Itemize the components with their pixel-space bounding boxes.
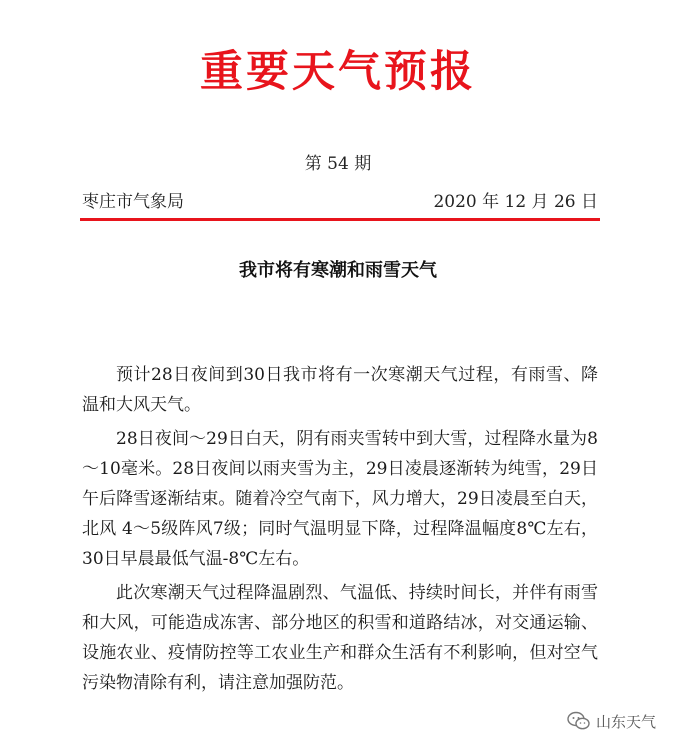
article-body bbox=[82, 360, 598, 702]
issue-date: 2020 年 12 月 26 日 bbox=[433, 192, 598, 212]
wechat-icon bbox=[567, 711, 591, 731]
issuing-agency: 枣庄市气象局 bbox=[82, 192, 184, 212]
document-headline: 重要天气预报 bbox=[200, 47, 476, 97]
watermark-label: 山东天气 bbox=[595, 712, 656, 731]
issue-number: 第 54 期 bbox=[304, 154, 372, 174]
paragraph: 28日夜间～29日白天，阴有雨夹雪转中到大雪，过程降水量为8～10毫米。28日夜间以雨夹雪为主，29日凌晨逐渐转为纯雪，29日午后降雪逐渐结束。随着冷空气南下，风力增大，29日凌晨至白天，北风 4～5级阵风7级；同时气温明显下降，过程降温幅度8℃左右，30日早晨最低气温-8℃左右。 bbox=[82, 429, 598, 569]
meta-row bbox=[82, 190, 598, 214]
red-divider-rule bbox=[80, 218, 600, 221]
watermark bbox=[567, 708, 656, 734]
paragraph: 此次寒潮天气过程降温剧烈、气温低、持续时间长，并伴有雨雪和大风，可能造成冻害、部分地区的积雪和道路结冰，对交通运输、设施农业、疫情防控等工农业生产和群众生活有不利影响，但对空气污染物清除有利，请注意加强防范。 bbox=[82, 583, 598, 693]
article-title: 我市将有寒潮和雨雪天气 bbox=[239, 260, 437, 281]
paragraph: 预计28日夜间到30日我市将有一次寒潮天气过程，有雨雪、降温和大风天气。 bbox=[82, 365, 598, 415]
